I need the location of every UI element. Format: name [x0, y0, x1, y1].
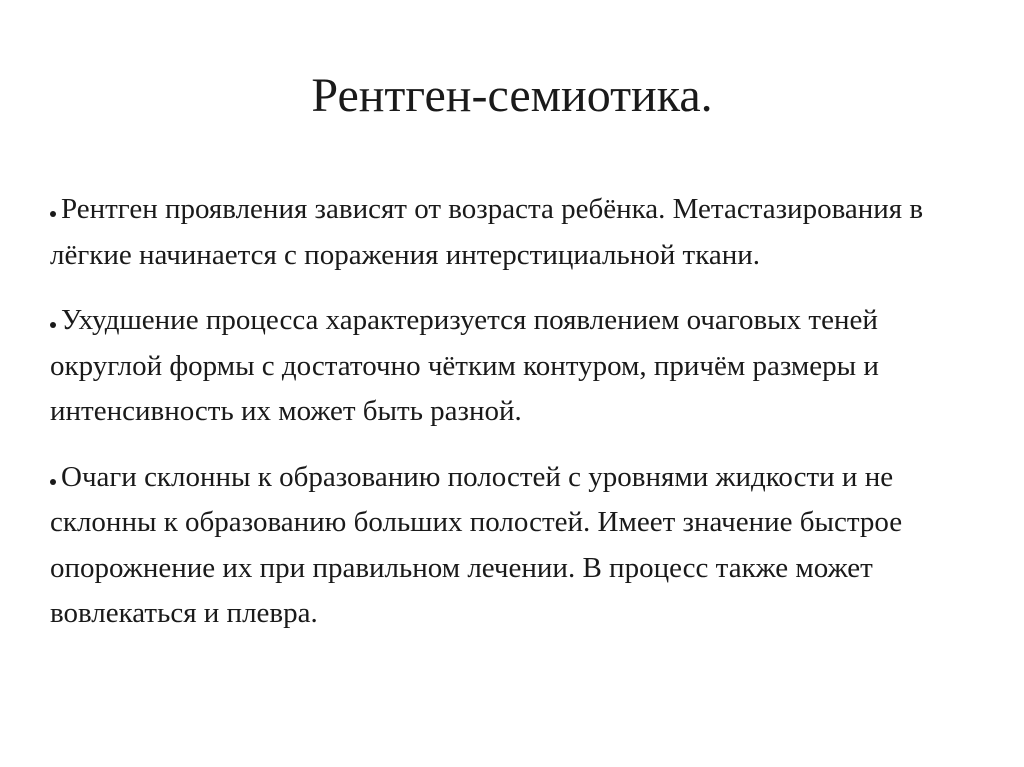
bullet-dot-icon — [50, 211, 56, 217]
slide-title: Рентген-семиотика. — [311, 69, 713, 122]
bullet-item — [50, 298, 985, 435]
bullet-text: Очаги склонны к образованию полостей с уровнями жидкости и не склонны к образованию больших полостей. Имеет значение быстрое опорожнение их при правильном лечении. В процесс также может вовлекаться и плевра. — [50, 460, 903, 629]
bullet-item — [50, 455, 985, 637]
bullet-list — [50, 187, 985, 657]
bullet-dot-icon — [50, 322, 56, 328]
bullet-item — [50, 187, 985, 278]
bullet-text: Рентген проявления зависят от возраста ребёнка. Метастазирования в лёгкие начинается с поражения интерстициальной ткани. — [50, 193, 924, 271]
bullet-text: Ухудшение процесса характеризуется появлением очаговых теней округлой формы с достаточно чётким контуром, причём размеры и интенсивность их может быть разной. — [50, 304, 879, 427]
bullet-dot-icon — [50, 479, 56, 485]
